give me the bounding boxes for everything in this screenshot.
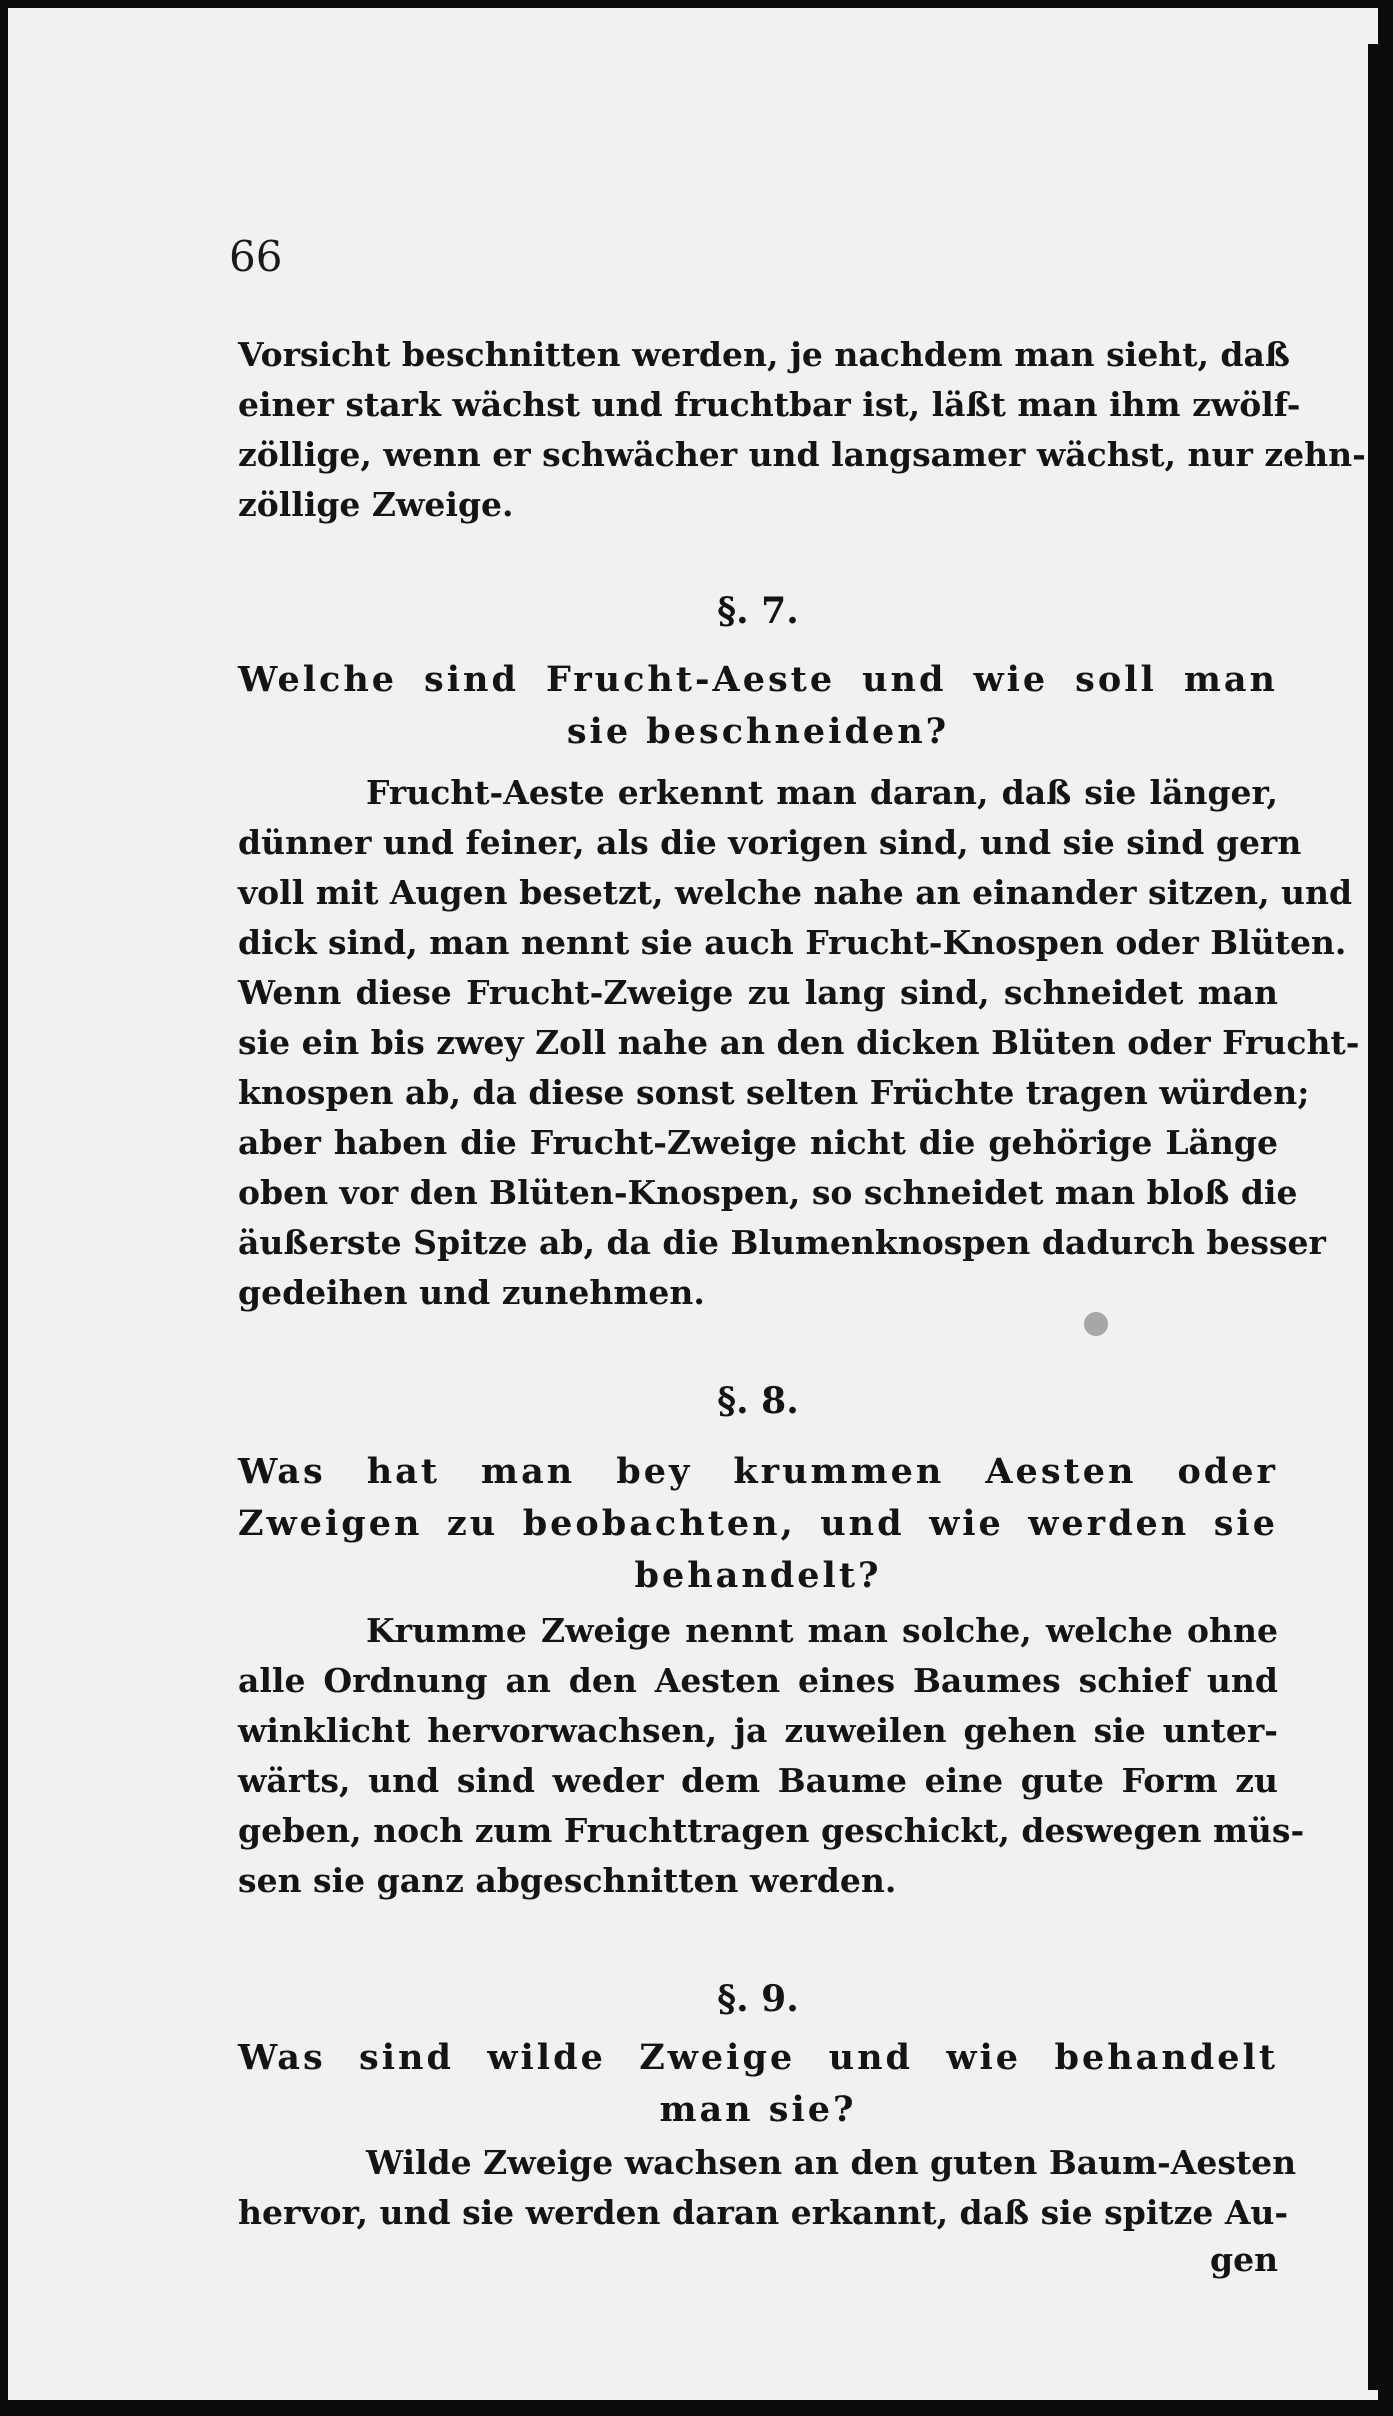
text-line: alle Ordnung an den Aesten eines Baumes schief und (238, 1661, 1278, 1700)
question-line: Was sind wilde Zweige und wie behandelt (238, 2037, 1278, 2078)
text-line: oben vor den Blüten-Knospen, so schneidet man bloß die (238, 1173, 1298, 1212)
text-line: aber haben die Frucht-Zweige nicht die gehörige Länge (238, 1123, 1278, 1162)
text-line: Vorsicht beschnitten werden, je nachdem man sieht, daß (238, 335, 1290, 374)
text-line: hervor, und sie werden daran erkannt, daß sie spitze Au- (238, 2193, 1289, 2232)
text-line: voll mit Augen besetzt, welche nahe an einander sitzen, und (238, 873, 1353, 912)
section-9-paragraph (238, 2138, 1297, 2238)
text-line: gedeihen und zunehmen. (238, 1273, 705, 1312)
question-line: man sie? (659, 2089, 857, 2130)
question-line: Welche sind Frucht-Aeste und wie soll man (238, 659, 1278, 700)
text-line: geben, noch zum Fruchttragen geschickt, deswegen müs- (238, 1811, 1305, 1850)
section-9-question (238, 2032, 1278, 2136)
paragraph-continuation (238, 330, 1366, 530)
next-page-edge (1368, 44, 1380, 2390)
text-line: dünner und feiner, als die vorigen sind, und sie sind gern (238, 823, 1302, 862)
text-line: einer stark wächst und fruchtbar ist, läßt man ihm zwölf- (238, 385, 1301, 424)
section-8-paragraph (238, 1606, 1305, 1906)
text-line: sie ein bis zwey Zoll nahe an den dicken Blüten oder Frucht- (238, 1023, 1360, 1062)
section-9-mark: §. 9. (717, 1978, 799, 2020)
text-line: Wilde Zweige wachsen an den guten Baum-Aesten (366, 2143, 1297, 2182)
question-line: Zweigen zu beobachten, und wie werden sie (238, 1503, 1278, 1544)
section-7-paragraph (238, 768, 1360, 1318)
text-line: sen sie ganz abgeschnitten werden. (238, 1861, 897, 1900)
text-line: zöllige, wenn er schwächer und langsamer wächst, nur zehn- (238, 435, 1366, 474)
text-line: Krumme Zweige nennt man solche, welche ohne (366, 1611, 1278, 1650)
text-line: knospen ab, da diese sonst selten Früchte tragen würden; (238, 1073, 1310, 1112)
question-line: behandelt? (634, 1555, 882, 1596)
text-line: dick sind, man nennt sie auch Frucht-Knospen oder Blüten. (238, 923, 1347, 962)
text-line: Frucht-Aeste erkennt man daran, daß sie länger, (366, 773, 1278, 812)
text-line: äußerste Spitze ab, da die Blumenknospen dadurch besser (238, 1223, 1326, 1262)
question-line: Was hat man bey krummen Aesten oder (238, 1451, 1278, 1492)
text-line: zöllige Zweige. (238, 485, 514, 524)
text-line: winklicht hervorwachsen, ja zuweilen gehen sie unter- (238, 1711, 1278, 1750)
section-7-mark: §. 7. (717, 590, 799, 632)
text-line: wärts, und sind weder dem Baume eine gute Form zu (238, 1761, 1278, 1800)
page-number: 66 (229, 232, 283, 281)
section-7-question (238, 654, 1278, 758)
section-8-question (238, 1446, 1278, 1602)
catchword: gen (1210, 2240, 1279, 2279)
section-8-mark: §. 8. (717, 1380, 799, 1422)
text-line: Wenn diese Frucht-Zweige zu lang sind, schneidet man (238, 973, 1278, 1012)
question-line: sie beschneiden? (566, 711, 950, 752)
